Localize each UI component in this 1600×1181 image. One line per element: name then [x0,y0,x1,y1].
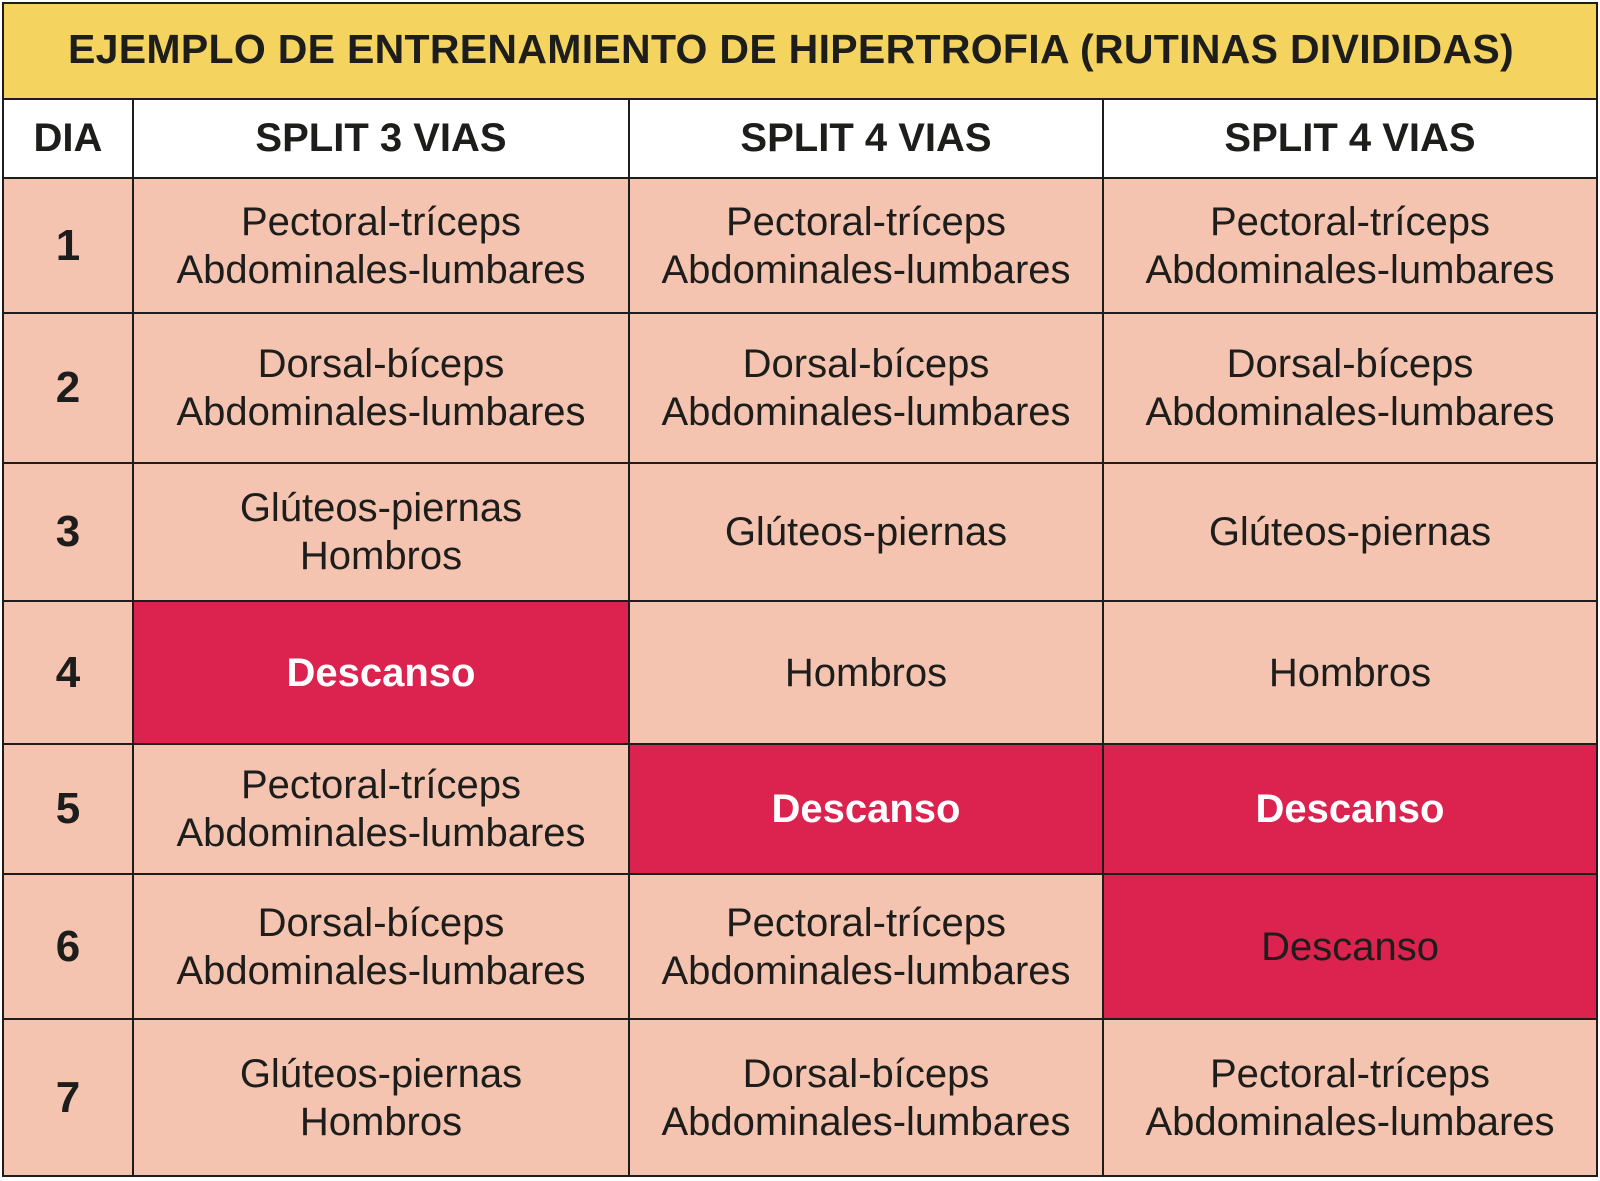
workout-cell [134,314,630,464]
day-number: 4 [4,602,134,745]
day-number: 2 [4,314,134,464]
muscle-group-label: Abdominales-lumbares [176,390,586,434]
workout-cell [630,875,1104,1020]
muscle-group-label: Dorsal-bíceps [742,1051,990,1096]
muscle-group-label: Abdominales-lumbares [176,948,586,993]
workout-cell [630,1020,1104,1175]
header-split-4-b: SPLIT 4 VIAS [1104,100,1596,179]
muscle-group-label: Dorsal-bíceps [742,342,990,386]
muscle-group-label: Glúteos-piernas [239,486,523,530]
workout-cell [630,179,1104,314]
muscle-group-label: Glúteos-piernas [724,510,1008,554]
muscle-group-label: Dorsal-bíceps [257,900,505,945]
muscle-group-label: Pectoral-tríceps [725,900,1007,945]
muscle-group-label: Hombros [1268,650,1432,695]
workout-cell [630,314,1104,464]
muscle-group-label: Pectoral-tríceps [240,763,522,807]
day-number: 6 [4,875,134,1020]
muscle-group-label: Abdominales-lumbares [176,811,586,855]
muscle-group-label: Abdominales-lumbares [661,948,1071,993]
rest-label: Descanso [1261,924,1439,969]
header-split-4-a: SPLIT 4 VIAS [630,100,1104,179]
table-title: EJEMPLO DE ENTRENAMIENTO DE HIPERTROFIA (RUTINAS DIVIDIDAS) [68,26,1514,72]
workout-cell [1104,179,1596,314]
day-number: 1 [4,179,134,314]
muscle-group-label: Abdominales-lumbares [1145,247,1555,292]
rest-label: Descanso [286,650,476,695]
schedule-grid [4,100,1596,1175]
muscle-group-label: Glúteos-piernas [239,1051,523,1096]
rest-cell [630,745,1104,875]
header-split-3: SPLIT 3 VIAS [134,100,630,179]
workout-cell [1104,1020,1596,1175]
muscle-group-label: Pectoral-tríceps [240,199,522,244]
rest-label: Descanso [771,787,961,831]
muscle-group-label: Pectoral-tríceps [1209,199,1491,244]
workout-cell [134,745,630,875]
muscle-group-label: Pectoral-tríceps [725,199,1007,244]
muscle-group-label: Dorsal-bíceps [1226,342,1474,386]
day-number: 7 [4,1020,134,1175]
rest-cell [1104,875,1596,1020]
muscle-group-label: Glúteos-piernas [1208,510,1492,554]
title-banner [4,4,1596,100]
muscle-group-label: Abdominales-lumbares [661,247,1071,292]
muscle-group-label: Hombros [784,650,948,695]
day-number: 5 [4,745,134,875]
muscle-group-label: Abdominales-lumbares [661,390,1071,434]
muscle-group-label: Hombros [299,1099,463,1144]
workout-cell [134,1020,630,1175]
workout-cell [1104,464,1596,602]
day-number: 3 [4,464,134,602]
workout-cell [630,464,1104,602]
muscle-group-label: Abdominales-lumbares [1145,1099,1555,1144]
rest-cell [134,602,630,745]
workout-cell [134,875,630,1020]
training-table [2,2,1598,1177]
workout-cell [1104,602,1596,745]
workout-cell [1104,314,1596,464]
muscle-group-label: Abdominales-lumbares [661,1099,1071,1144]
workout-cell [134,179,630,314]
muscle-group-label: Hombros [299,534,463,578]
header-day: DIA [4,100,134,179]
rest-label: Descanso [1255,787,1445,831]
muscle-group-label: Dorsal-bíceps [257,342,505,386]
rest-cell [1104,745,1596,875]
workout-cell [630,602,1104,745]
muscle-group-label: Abdominales-lumbares [1145,390,1555,434]
muscle-group-label: Pectoral-tríceps [1209,1051,1491,1096]
workout-cell [134,464,630,602]
muscle-group-label: Abdominales-lumbares [176,247,586,292]
